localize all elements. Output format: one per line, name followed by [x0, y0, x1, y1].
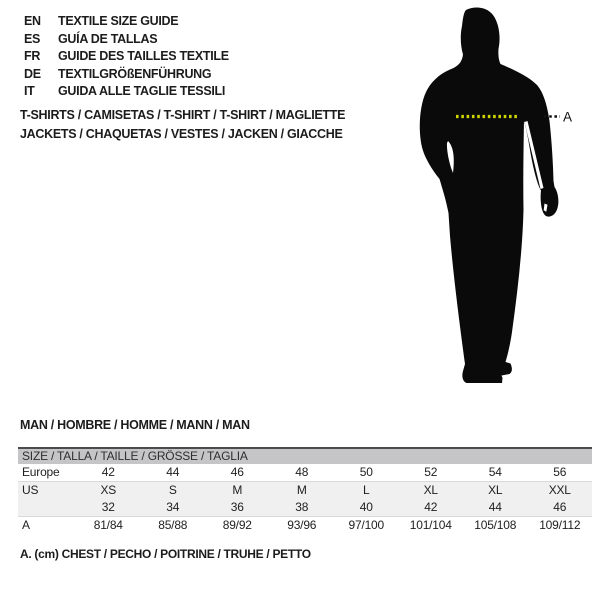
- language-list: [24, 13, 229, 101]
- footer-measure-legend: A. (cm) CHEST / PECHO / POITRINE / TRUHE / PETTO: [20, 547, 311, 561]
- table-cell: XXL: [528, 482, 593, 500]
- table-cell: M: [270, 482, 335, 500]
- row-label: Europe: [18, 464, 76, 482]
- table-cell: 56: [528, 464, 593, 482]
- language-row: [24, 13, 229, 31]
- table-cell: XS: [76, 482, 141, 500]
- language-label: GUIDA ALLE TAGLIE TESSILI: [58, 84, 226, 99]
- table-cell: 48: [270, 464, 335, 482]
- table-cell: 54: [463, 464, 528, 482]
- table-cell: XL: [463, 482, 528, 500]
- table-cell: 85/88: [158, 518, 188, 532]
- size-table-body: [18, 464, 592, 534]
- man-silhouette-figure: [400, 0, 600, 400]
- language-label: GUIDE DES TAILLES TEXTILE: [58, 49, 229, 64]
- language-label: GUÍA DE TALLAS: [58, 31, 158, 46]
- category-line-jackets: JACKETS / CHAQUETAS / VESTES / JACKEN / GIACCHE: [20, 126, 343, 141]
- table-cell: 97/100: [348, 518, 384, 532]
- table-cell: 38: [270, 499, 335, 517]
- table-cell: 105/108: [474, 518, 517, 532]
- table-row: [18, 482, 592, 500]
- language-code: FR: [24, 49, 41, 64]
- table-cell: 40: [334, 499, 399, 517]
- measure-marker-label: A: [563, 109, 573, 125]
- table-cell: 46: [528, 499, 593, 517]
- language-code: DE: [24, 66, 41, 81]
- row-label: US: [18, 482, 76, 500]
- table-cell: 42: [399, 499, 464, 517]
- table-cell: XL: [399, 482, 464, 500]
- table-row: [18, 464, 592, 482]
- table-cell: 32: [76, 499, 141, 517]
- size-table-grid: [18, 464, 592, 534]
- table-cell: M: [205, 482, 270, 500]
- table-row: [18, 499, 592, 517]
- man-silhouette-icon: [420, 7, 559, 383]
- language-row: [24, 83, 229, 101]
- language-label: TEXTILE SIZE GUIDE: [58, 14, 179, 28]
- table-cell: 42: [76, 464, 141, 482]
- size-table: [18, 447, 592, 534]
- table-cell: 109/112: [539, 518, 581, 532]
- row-label: [18, 499, 76, 517]
- table-cell: 46: [205, 464, 270, 482]
- language-code: ES: [24, 31, 41, 46]
- table-cell: 34: [141, 499, 206, 517]
- section-title-man: MAN / HOMBRE / HOMME / MANN / MAN: [20, 418, 250, 432]
- table-cell: 89/92: [222, 518, 252, 532]
- table-cell: 81/84: [93, 518, 123, 532]
- table-cell: 50: [334, 464, 399, 482]
- table-row: [18, 517, 592, 535]
- table-cell: 101/104: [409, 518, 452, 532]
- table-header-bar: SIZE / TALLA / TAILLE / GRÖSSE / TAGLIA: [18, 449, 592, 464]
- category-lines: [20, 106, 345, 143]
- language-code: EN: [24, 14, 41, 28]
- table-cell: L: [334, 482, 399, 500]
- table-cell: 36: [205, 499, 270, 517]
- language-label: TEXTILGRÖßENFÜHRUNG: [58, 66, 212, 81]
- category-line-tshirts: T-SHIRTS / CAMISETAS / T-SHIRT / T-SHIRT / MAGLIETTE: [20, 108, 346, 122]
- table-cell: 44: [141, 464, 206, 482]
- table-cell: 93/96: [287, 518, 317, 532]
- table-cell: 52: [399, 464, 464, 482]
- language-row: [24, 66, 229, 84]
- language-code: IT: [24, 84, 35, 99]
- table-cell: 44: [463, 499, 528, 517]
- row-label: A: [22, 518, 30, 532]
- language-row: [24, 31, 229, 49]
- language-row: [24, 48, 229, 66]
- table-cell: S: [141, 482, 206, 500]
